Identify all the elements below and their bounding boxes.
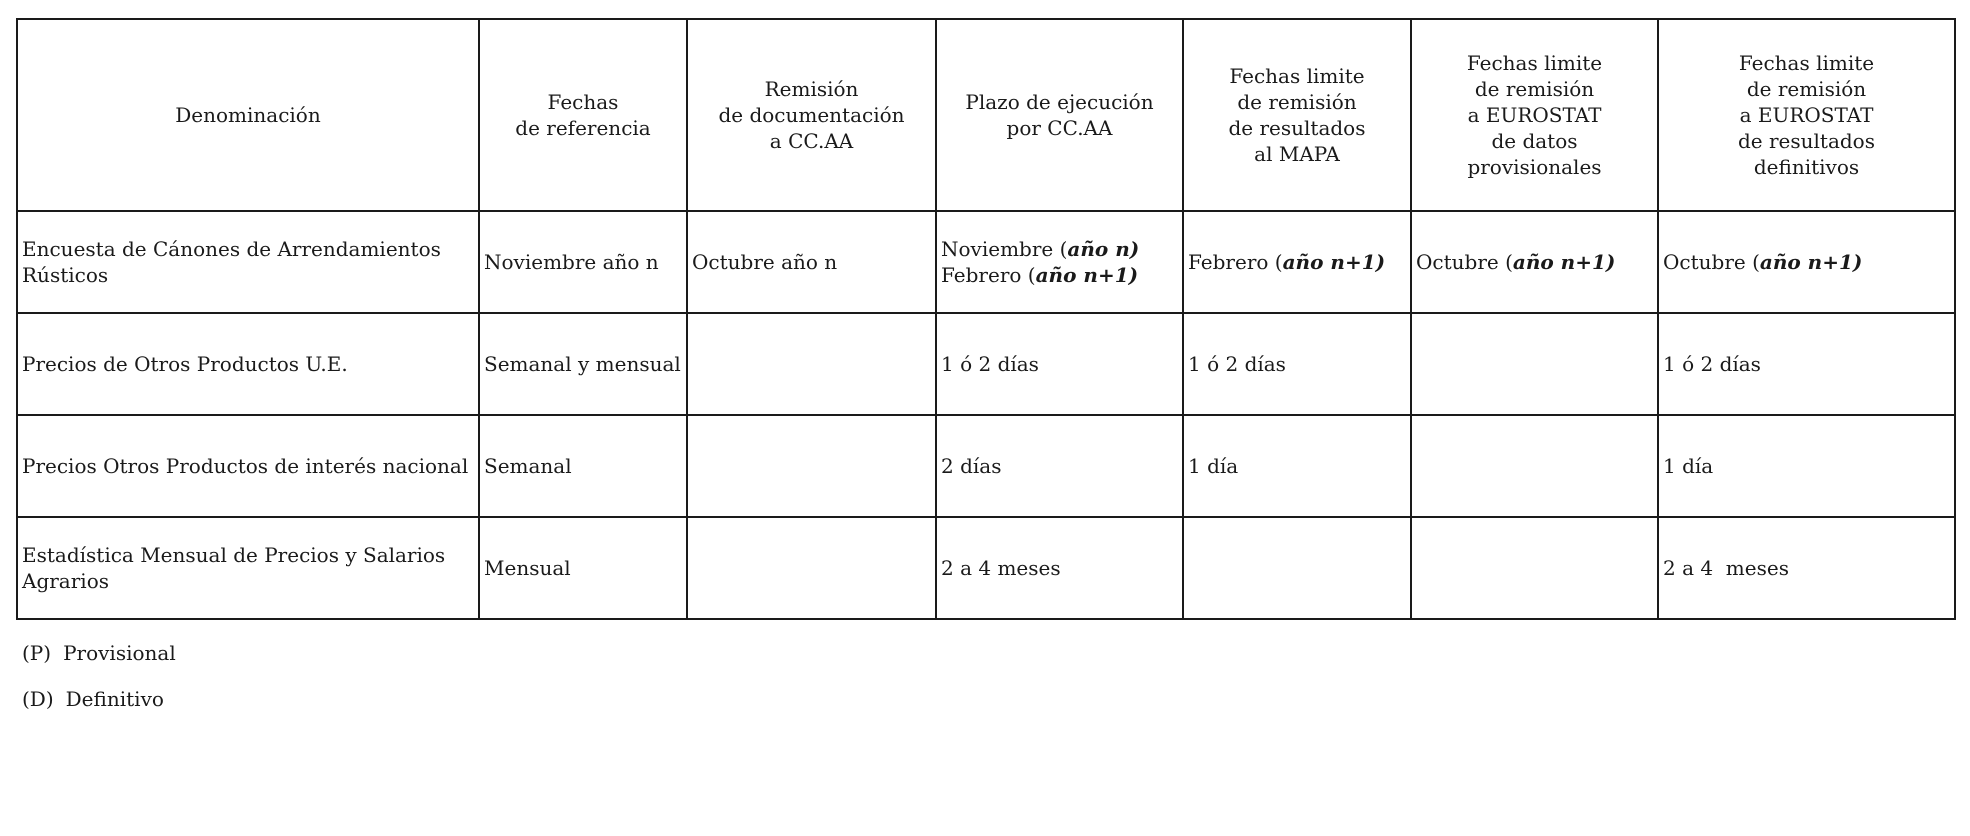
cell-eurostat-provisionales — [1411, 211, 1658, 313]
table-row — [17, 415, 1955, 517]
mapa-emphasis: año n+1) — [1282, 250, 1386, 274]
table-header-row — [17, 19, 1955, 211]
cell-eurostat-definitivos: 2 a 4 meses — [1658, 517, 1955, 619]
header-denominacion: Denominación — [17, 19, 479, 211]
plazo-line1-emphasis: año n) — [1067, 237, 1140, 261]
cell-denominacion: Estadística Mensual de Precios y Salarios Agrarios — [17, 517, 479, 619]
cell-denominacion: Precios de Otros Productos U.E. — [17, 313, 479, 415]
header-fechas-limite-eurostat-definitivos: Fechas limite de remisión a EUROSTAT de resultados definitivos — [1658, 19, 1955, 211]
header-fechas-referencia: Fechas de referencia — [479, 19, 687, 211]
cell-remision-documentacion — [687, 313, 936, 415]
eurostat-def-prefix: Octubre ( — [1663, 250, 1760, 274]
cell-plazo-ejecucion: 1 ó 2 días — [936, 313, 1183, 415]
cell-fechas-referencia: Semanal — [479, 415, 687, 517]
cell-fechas-limite-mapa — [1183, 211, 1411, 313]
cell-fechas-limite-mapa: 1 ó 2 días — [1183, 313, 1411, 415]
cell-fechas-referencia: Mensual — [479, 517, 687, 619]
footnote-definitivo — [22, 686, 176, 712]
header-remision-documentacion: Remisión de documentación a CC.AA — [687, 19, 936, 211]
footnote-code: (P) — [22, 641, 52, 665]
cell-fechas-referencia: Noviembre año n — [479, 211, 687, 313]
cell-denominacion: Encuesta de Cánones de Arrendamientos Rústicos — [17, 211, 479, 313]
cell-fechas-limite-mapa: 1 día — [1183, 415, 1411, 517]
cell-eurostat-definitivos: 1 ó 2 días — [1658, 313, 1955, 415]
cell-plazo-ejecucion: 2 días — [936, 415, 1183, 517]
footnote-text: Provisional — [63, 641, 176, 665]
table-row — [17, 517, 1955, 619]
cell-eurostat-definitivos — [1658, 211, 1955, 313]
cell-plazo-ejecucion — [936, 211, 1183, 313]
cell-eurostat-definitivos: 1 día — [1658, 415, 1955, 517]
header-fechas-limite-mapa: Fechas limite de remisión de resultados al MAPA — [1183, 19, 1411, 211]
cell-remision-documentacion — [687, 517, 936, 619]
footnotes — [22, 640, 176, 732]
cell-fechas-limite-mapa — [1183, 517, 1411, 619]
eurostat-prov-emphasis: año n+1) — [1512, 250, 1616, 274]
header-fechas-limite-eurostat-provisionales: Fechas limite de remisión a EUROSTAT de datos provisionales — [1411, 19, 1658, 211]
cell-denominacion: Precios Otros Productos de interés nacional — [17, 415, 479, 517]
plazo-line1-prefix: Noviembre ( — [941, 237, 1068, 261]
eurostat-def-emphasis: año n+1) — [1759, 250, 1863, 274]
footnote-text: Definitivo — [65, 687, 164, 711]
footnote-code: (D) — [22, 687, 54, 711]
cell-fechas-referencia: Semanal y mensual — [479, 313, 687, 415]
eurostat-prov-prefix: Octubre ( — [1416, 250, 1513, 274]
table-row — [17, 313, 1955, 415]
statistics-schedule-table — [16, 18, 1956, 620]
plazo-line2-emphasis: año n+1) — [1035, 263, 1139, 287]
header-plazo-ejecucion: Plazo de ejecución por CC.AA — [936, 19, 1183, 211]
footnote-provisional — [22, 640, 176, 666]
cell-eurostat-provisionales — [1411, 517, 1658, 619]
cell-remision-documentacion — [687, 415, 936, 517]
cell-eurostat-provisionales — [1411, 313, 1658, 415]
cell-remision-documentacion: Octubre año n — [687, 211, 936, 313]
cell-eurostat-provisionales — [1411, 415, 1658, 517]
cell-plazo-ejecucion: 2 a 4 meses — [936, 517, 1183, 619]
plazo-line2-prefix: Febrero ( — [941, 263, 1036, 287]
table-row — [17, 211, 1955, 313]
mapa-prefix: Febrero ( — [1188, 250, 1283, 274]
